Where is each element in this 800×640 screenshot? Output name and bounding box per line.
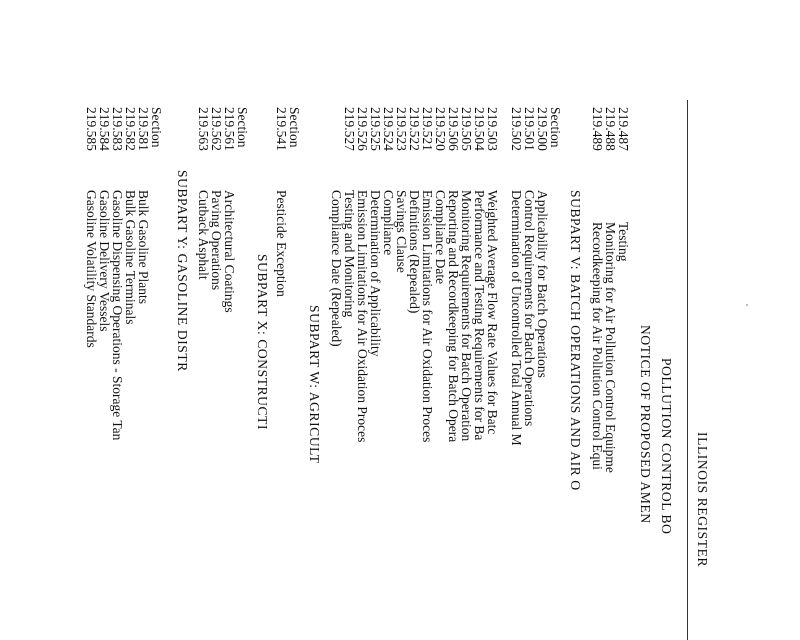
section-number: 219.525: [368, 107, 383, 151]
section-number: 219.582: [123, 107, 138, 151]
section-title: Monitoring Requirements for Batch Operation: [459, 190, 474, 442]
section-label: Section: [235, 107, 250, 148]
section-number: 219.503: [485, 107, 500, 151]
section-number: 219.505: [459, 107, 474, 151]
section-title: Recordkeeping for Air Pollution Control Equi: [590, 222, 605, 470]
section-title: Gasoline Dispensing Operations - Storage Tan: [110, 190, 125, 441]
section-number: 219.506: [446, 107, 461, 151]
section-number: 219.561: [222, 107, 237, 151]
section-number: 219.520: [433, 107, 448, 151]
section-number: 219.562: [209, 107, 224, 151]
section-number: 219.526: [355, 107, 370, 151]
section-title: Compliance Date: [433, 190, 448, 285]
section-number: 219.523: [394, 107, 409, 151]
section-title: Savings Clause: [394, 190, 409, 273]
section-number: 219.527: [342, 107, 357, 151]
board-title: POLLUTION CONTROL BO: [659, 358, 674, 535]
section-title: Control Requirements for Batch Operations: [522, 190, 537, 427]
subpart-v-heading: SUBPART V: BATCH OPERATIONS AND AIR O: [568, 190, 583, 491]
section-number: 219.583: [110, 107, 125, 151]
section-title: Gasoline Delivery Vessels: [97, 190, 112, 332]
section-title: Pesticide Exception: [274, 190, 289, 297]
section-title: Bulk Gasoline Terminals: [123, 190, 138, 325]
section-title: Testing and Monitoring: [342, 190, 357, 318]
notice-title: NOTICE OF PROPOSED AMEN: [638, 325, 653, 524]
section-title: Determination of Applicability: [368, 190, 383, 357]
section-number: 219.581: [136, 107, 151, 151]
section-number: 219.585: [84, 107, 99, 151]
section-title: Compliance Date (Repealed): [329, 190, 344, 347]
section-label: Section: [287, 107, 302, 148]
scan-speck: [746, 304, 748, 306]
section-number: 219.500: [535, 107, 550, 151]
section-number: 219.524: [381, 107, 396, 151]
section-title: Applicability for Batch Operations: [535, 190, 550, 378]
section-title: Architectural Coatings: [222, 190, 237, 313]
section-number: 219.584: [97, 107, 112, 151]
section-title: Gasoline Volatility Standards: [84, 190, 99, 348]
section-number: 219.502: [509, 107, 524, 151]
subpart-x-heading: SUBPART X: CONSTRUCTI: [255, 254, 270, 431]
section-title: Reporting and Recordkeeping for Batch Opera: [446, 190, 461, 443]
section-label: Section: [548, 107, 563, 148]
section-title: Bulk Gasoline Plants: [136, 190, 151, 304]
subpart-y-heading: SUBPART Y: GASOLINE DISTR: [175, 170, 190, 372]
section-number: 219.563: [196, 107, 211, 151]
section-number: 219.501: [522, 107, 537, 151]
section-number: 219.488: [603, 107, 618, 151]
section-title: Definitions (Repealed): [407, 190, 422, 314]
subpart-w-heading: SUBPART W: AGRICULT: [307, 305, 322, 464]
section-title: Compliance: [381, 190, 396, 256]
section-number: 219.521: [420, 107, 435, 151]
section-number: 219.541: [274, 107, 289, 151]
section-number: 219.489: [590, 107, 605, 151]
section-number: 219.522: [407, 107, 422, 151]
section-title: Emission Limitations for Air Oxidation Proces: [420, 190, 435, 443]
section-title: Determination of Uncontrolled Total Annual M: [509, 190, 524, 446]
section-number: 219.487: [616, 107, 631, 151]
section-title: Cutback Asphalt: [196, 190, 211, 280]
section-number: 219.504: [472, 107, 487, 151]
section-title: Performance and Testing Requirements for Ba: [472, 190, 487, 441]
section-title: Paving Operations: [209, 190, 224, 291]
section-label: Section: [149, 107, 164, 148]
section-title: Monitoring for Air Pollution Control Equipme: [603, 222, 618, 473]
section-title: Weighted Average Flow Rate Values for Batc: [485, 190, 500, 435]
section-title: Emission Limitations for Air Oxidation Proces: [355, 190, 370, 443]
section-title: Testing: [616, 222, 631, 262]
header-rule: [687, 100, 688, 640]
register-title: ILLINOIS REGISTER: [695, 432, 710, 568]
